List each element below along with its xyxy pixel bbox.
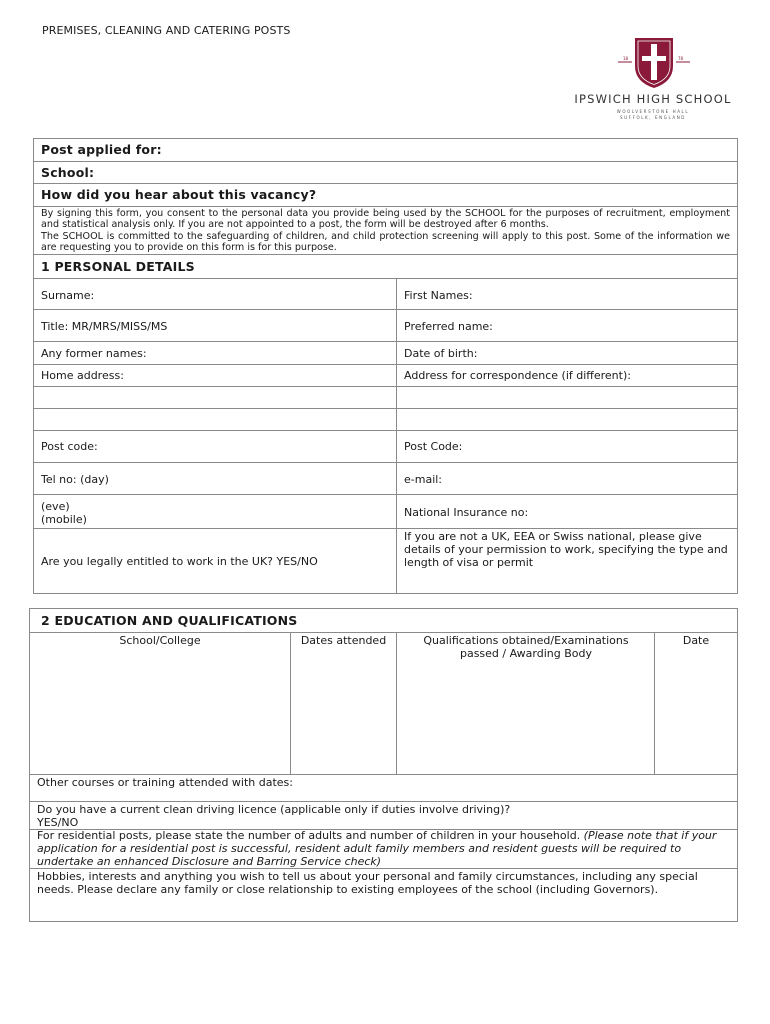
right-to-work-field[interactable]: Are you legally entitled to work in the UK? YES/NO (41, 555, 318, 568)
national-insurance-field[interactable]: National Insurance no: (404, 506, 529, 519)
first-names-field[interactable]: First Names: (404, 289, 473, 302)
form-title: PREMISES, CLEANING AND CATERING POSTS (42, 24, 291, 37)
vacancy-source-label[interactable]: How did you hear about this vacancy? (41, 187, 317, 202)
preferred-name-field[interactable]: Preferred name: (404, 320, 493, 333)
tel-day-field[interactable]: Tel no: (day) (41, 473, 109, 486)
col-header-school: School/College (119, 634, 201, 647)
school-name: IPSWICH HIGH SCHOOL (574, 92, 732, 106)
post-applied-label[interactable]: Post applied for: (41, 142, 162, 157)
col-header-date: Date (682, 634, 710, 647)
col-header-dates: Dates attended (300, 634, 387, 647)
correspondence-address-field[interactable]: Address for correspondence (if different): (404, 369, 631, 382)
visa-details-field[interactable]: If you are not a UK, EEA or Swiss national, please give details of your permission to work, specifying the type and length of visa or permit (404, 530, 728, 569)
correspondence-post-code-field[interactable]: Post Code: (404, 440, 463, 453)
title-field[interactable]: Title: MR/MRS/MISS/MS (41, 320, 168, 333)
residential-household-field[interactable]: For residential posts, please state the number of adults and number of children in your household. (Please note that if your application for a residential post is successful, resident adult family members and resident guests will be required to undertake an enhanced Disclosure and Barring Service check) (37, 829, 717, 868)
driving-licence-field[interactable]: Do you have a current clean driving licence (applicable only if duties involve driving)? (37, 803, 511, 816)
post-code-field[interactable]: Post code: (41, 440, 98, 453)
tel-eve-field[interactable]: (eve) (41, 500, 70, 513)
svg-text:18: 18 (623, 56, 629, 61)
consent-notice: By signing this form, you consent to the personal data you provide being used by the SCHOOL for the purposes of recruitment, employment and statistical analysis only. If you are not appointed to a post, the form will be destroyed after 6 months. The SCHOOL is committed to the safeguarding of children, and child protection screening will apply to this post. Some of the information we are requesting you to provide on this form is for this purpose. (41, 208, 730, 254)
svg-text:78: 78 (678, 56, 684, 61)
email-field[interactable]: e-mail: (404, 473, 443, 486)
other-courses-field[interactable]: Other courses or training attended with dates: (37, 776, 293, 789)
school-subtitle: WOOLVERSTONE HALL SUFFOLK, ENGLAND (616, 109, 690, 120)
col-header-qualifications: Qualifications obtained/Examinations passed / Awarding Body (423, 634, 629, 660)
school-crest-icon (618, 34, 690, 90)
driving-licence-answer[interactable]: YES/NO (37, 816, 79, 829)
date-of-birth-field[interactable]: Date of birth: (404, 347, 478, 360)
section-heading-personal: 1 PERSONAL DETAILS (41, 259, 195, 274)
home-address-field[interactable]: Home address: (41, 369, 124, 382)
section-heading-education: 2 EDUCATION AND QUALIFICATIONS (41, 613, 298, 628)
school-label[interactable]: School: (41, 165, 95, 180)
former-names-field[interactable]: Any former names: (41, 347, 147, 360)
hobbies-interests-field[interactable]: Hobbies, interests and anything you wish to tell us about your personal and family circumstances, including any special needs. Please declare any family or close relationship to existing employees of the school (including Governors). (37, 870, 698, 896)
tel-mobile-field[interactable]: (mobile) (41, 513, 87, 526)
surname-field[interactable]: Surname: (41, 289, 95, 302)
